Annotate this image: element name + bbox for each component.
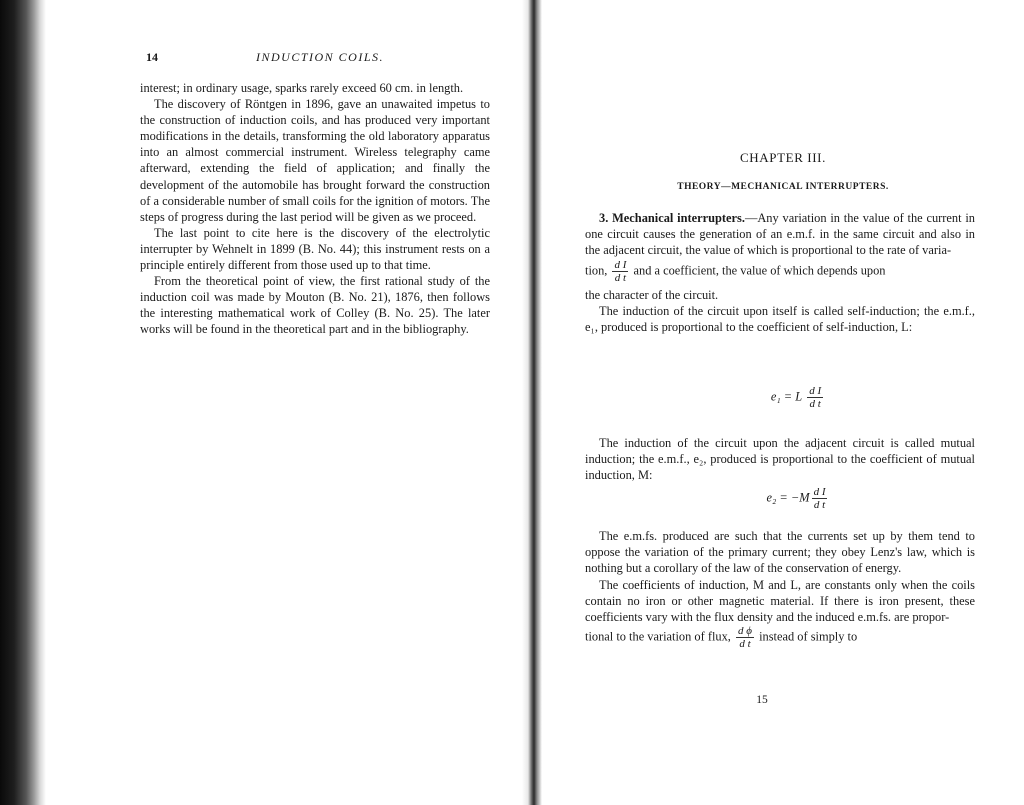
section-label: 3. Mechanical interrupters. <box>599 211 745 225</box>
rate-line <box>585 259 975 284</box>
fraction-dI-dt <box>612 259 628 284</box>
right-page <box>542 0 1024 805</box>
flux-suffix: instead of simply to <box>759 629 858 644</box>
fraction-dI-dt <box>807 385 823 410</box>
paragraph <box>585 210 975 259</box>
chapter-subtitle: THEORY—MECHANICAL INTERRUPTERS. <box>677 182 889 192</box>
fraction-dphi-dt <box>736 625 754 650</box>
fraction-numerator: d I <box>614 258 627 271</box>
paragraph: From the theoretical point of view, the first rational study of the induction coil was made by Mouton (B. No. 21), 1876, then follows the interesting mathematical work of Colley (B. No. 25). The later works will be found in the theoretical part and in the bibliography. <box>140 274 490 337</box>
mutual-induction-text <box>585 435 975 484</box>
fraction-numerator: d ϕ <box>738 625 752 638</box>
equation-body <box>767 486 830 511</box>
paragraph: interest; in ordinary usage, sparks rarely exceed 60 cm. in length. <box>140 81 464 95</box>
fraction-numerator: d I <box>809 385 822 397</box>
paragraph: The last point to cite here is the discovery of the electrolytic interrupter by Wehnelt in 1899 (B. No. 44); this instrument rests on a principle entirely different from those used up to that time. <box>140 225 490 273</box>
book-gutter <box>522 0 542 805</box>
equation-body <box>771 385 825 410</box>
paragraph: the character of the circuit. <box>585 287 719 302</box>
lenz-law-text <box>585 528 975 650</box>
paragraph: The coefficients of induction, M and L, are constants only when the coils contain no iron or other magnetic material. If there is iron present, these coefficients vary with the flux density and the induced e.m.fs. are propor- <box>585 577 975 625</box>
flux-line <box>585 625 975 650</box>
paragraph: The e.m.fs. produced are such that the currents set up by them tend to oppose the variation of the primary current; they obey Lenz's law, which is nothing but a corollary of the law of the conservation of energy. <box>585 529 975 576</box>
page-number: 15 <box>756 694 768 706</box>
fraction-denominator: d t <box>809 398 821 410</box>
fraction-dI-dt <box>812 486 828 511</box>
flux-prefix: tional to the variation of flux, <box>585 629 731 644</box>
equation-lhs: e₂ = −M <box>766 490 810 505</box>
running-title: INDUCTION COILS. <box>256 50 385 64</box>
fraction-numerator: d I <box>813 486 826 498</box>
chapter-heading: CHAPTER III. <box>740 150 826 165</box>
equation-mutual-induction <box>542 486 1024 511</box>
paragraph: The induction of the circuit upon itself is called self-induction; the e.m.f., e₁, produced is proportional to the coefficient of self-induction, L: <box>585 303 975 335</box>
section-3-text <box>585 210 975 335</box>
left-body-text <box>140 80 490 338</box>
fraction-denominator: d t <box>614 271 627 284</box>
fraction-denominator: d t <box>739 638 751 651</box>
page-number: 14 <box>146 50 158 64</box>
paragraph: The induction of the circuit upon the adjacent circuit is called mutual induction; the e.m.f., e₂, produced is proportional to the coefficient of mutual induction, M: <box>585 436 975 483</box>
fraction-denominator: d t <box>813 499 826 511</box>
tion-prefix: tion, <box>585 262 608 277</box>
section-intro: —Any variation in the value of the current in one circuit causes the generation of an e.m.f. in the same circuit and also in the adjacent circuit, the value of which is proportional to the rate of varia- <box>585 211 975 258</box>
equation-lhs: e₁ = L <box>770 389 803 404</box>
tion-suffix: and a coefficient, the value of which depends upon <box>633 262 886 277</box>
paragraph: The discovery of Röntgen in 1896, gave an unawaited impetus to the construction of induction coils, and has produced very important modifications in the details, transforming the old laboratory apparatus into an almost commercial instrument. Wireless telegraphy came afterward, extending the field of application; and finally the development of the automobile has brought forward the construction of a considerable number of small coils for the ignition of motors. The steps of progress during the last period will be given as we proceed. <box>140 97 490 224</box>
equation-self-induction <box>542 385 1024 410</box>
running-head <box>146 50 491 66</box>
